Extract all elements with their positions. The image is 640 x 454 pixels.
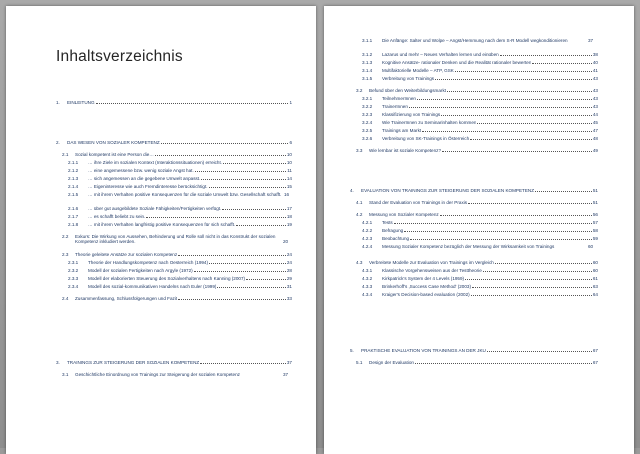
toc-entry-number: 5. — [350, 348, 354, 353]
toc-entry[interactable] — [356, 200, 598, 205]
toc-entry-page: 51 — [592, 188, 598, 193]
toc-entry-page: 43 — [592, 104, 598, 109]
toc-entry-page: 49 — [592, 148, 598, 153]
toc-entry-text: Modell der elaborierten Steuerung des Sozialverhaltens nach Kanning (2007) — [88, 276, 246, 281]
toc-leader — [146, 217, 286, 218]
toc-entry[interactable] — [62, 234, 292, 245]
toc-entry-number: 2.2 — [62, 234, 69, 239]
toc-leader — [422, 131, 592, 132]
toc-entry-number: 4.2.1 — [362, 220, 373, 225]
toc-entry-text: … Eigeninteresse wie auch Fremdinteresse berücksichtigt. — [88, 184, 208, 189]
toc-entry[interactable] — [56, 100, 292, 105]
toc-entry-number: 4.3.2 — [362, 276, 373, 281]
toc-entry[interactable] — [356, 260, 598, 265]
toc-leader — [447, 91, 592, 92]
toc-entry-page: 64 — [592, 292, 598, 297]
toc-entry[interactable] — [362, 104, 598, 109]
toc-leader — [155, 155, 286, 156]
toc-entry-text: … sich angemessen an die gegebene Umwelt anpasst. — [88, 176, 201, 181]
toc-entry-number: 2.1.2 — [68, 168, 79, 173]
toc-entry-number: 2.1.7 — [68, 214, 79, 219]
toc-entry-text: Geschichtliche Einordnung von Trainings zur Steigerung der sozialen Kompetenz — [75, 372, 240, 377]
toc-entry[interactable] — [362, 60, 598, 65]
toc-entry-text: Kognitive Ansätze- rationaler Denken und die Realität rationaler bewerten — [382, 60, 532, 65]
toc-entry-page: 60 — [592, 260, 598, 265]
toc-entry[interactable] — [362, 68, 598, 73]
toc-entry-number: 3.2.3 — [362, 112, 373, 117]
toc-entry[interactable] — [362, 244, 598, 249]
toc-entry-page: 15 — [286, 184, 292, 189]
toc-entry-page: 61 — [592, 276, 598, 281]
toc-entry-text: Die Anfänge: Salter und Wolpe – Angst/Hemmung nach dem S-R Modell wegkonditionieren — [382, 38, 568, 43]
toc-leader — [470, 139, 592, 140]
toc-entry-number: 3.3 — [356, 148, 363, 153]
toc-entry-text: Verbreitung von Trainings — [382, 76, 435, 81]
toc-entry-text: Kraiger's Decision-based evaluation (2002) — [382, 292, 470, 297]
toc-entry-page: 41 — [592, 68, 598, 73]
toc-entry-text: Exkurs: Die Wirkung von Aussehen, Behinderung und Rolle soll nicht in das Konstrukt der sozialen Kompetenz inkludiert werden. — [75, 234, 276, 245]
page-title: Inhaltsverzeichnis — [56, 48, 183, 65]
toc-entry[interactable] — [362, 96, 598, 101]
toc-entry-text: Messung von Sozialer Kompetenz — [369, 212, 439, 217]
toc-entry[interactable] — [350, 188, 598, 193]
toc-entry-page: 1 — [289, 100, 292, 105]
toc-entry-text: … mit ihrem Verhalten positive Konsequenzen für die soziale Umwelt bzw. Gesellschaft schafft. — [88, 192, 282, 197]
toc-entry-number: 1. — [56, 100, 60, 105]
toc-leader — [209, 187, 286, 188]
toc-leader — [178, 255, 286, 256]
toc-entry-number: 4. — [350, 188, 354, 193]
toc-entry-number: 4.3.3 — [362, 284, 373, 289]
toc-leader — [236, 225, 286, 226]
toc-entry[interactable] — [362, 284, 598, 289]
toc-entry-page: 24 — [286, 252, 292, 257]
toc-entry[interactable] — [68, 276, 292, 281]
toc-entry[interactable] — [56, 360, 292, 365]
toc-entry-text: Tests — [382, 220, 393, 225]
toc-leader — [500, 55, 592, 56]
page-left — [6, 6, 316, 454]
toc-entry[interactable] — [362, 128, 598, 133]
toc-entry[interactable] — [62, 296, 292, 301]
toc-entry-page: 17 — [286, 206, 292, 211]
toc-leader — [161, 143, 289, 144]
toc-entry-text: … es schafft beliebt zu sein. — [88, 214, 146, 219]
toc-entry[interactable] — [356, 360, 598, 365]
toc-entry-number: 4.1 — [356, 200, 363, 205]
toc-entry-text: Modell der sozialen Fertigkeiten nach Argyle (1972) — [88, 268, 193, 273]
toc-leader — [441, 115, 592, 116]
toc-entry-number: 2.3 — [62, 252, 69, 257]
toc-entry-number: 2.3.1 — [68, 260, 79, 265]
toc-entry-text: Stand der Evaluation von Trainings in der Praxis — [369, 200, 468, 205]
toc-entry-text: DAS WESEN VON SOZIALER KOMPETENZ — [67, 140, 160, 145]
toc-entry[interactable] — [362, 136, 598, 141]
toc-entry-page: 33 — [286, 296, 292, 301]
toc-leader — [209, 263, 286, 264]
toc-entry-page: 29 — [286, 276, 292, 281]
toc-leader — [442, 151, 592, 152]
toc-entry-number: 3.2.4 — [362, 120, 373, 125]
toc-entry-page: 20 — [283, 239, 289, 245]
toc-entry-number: 4.3.1 — [362, 268, 373, 273]
toc-leader — [217, 287, 285, 288]
toc-leader — [415, 363, 592, 364]
toc-entry-page: 51 — [592, 200, 598, 205]
toc-entry-page: 10 — [286, 160, 292, 165]
toc-entry-number: 2.1 — [62, 152, 69, 157]
toc-entry-page: 67 — [592, 360, 598, 365]
toc-entry[interactable] — [62, 372, 292, 377]
toc-leader — [201, 179, 286, 180]
toc-entry-number: 4.3 — [356, 260, 363, 265]
toc-entry[interactable] — [356, 148, 598, 153]
toc-entry-number: 3.1.1 — [362, 38, 373, 43]
toc-entry-page: 40 — [592, 60, 598, 65]
toc-entry[interactable] — [68, 184, 292, 189]
toc-entry-page: 56 — [592, 212, 598, 217]
toc-entry-number: 3.1.3 — [362, 60, 373, 65]
toc-leader — [409, 107, 592, 108]
toc-entry-text: EVALUATION VON TRAININGS ZUR STEIGERUNG DER SOZIALEN KOMPETENZ — [361, 188, 535, 193]
toc-entry[interactable] — [62, 252, 292, 257]
toc-leader — [435, 79, 592, 80]
toc-entry-number: 2.1.5 — [68, 192, 79, 197]
toc-entry[interactable] — [362, 292, 598, 297]
toc-leader — [222, 209, 286, 210]
toc-entry-text: EINLEITUNG — [67, 100, 95, 105]
toc-entry-page: 43 — [592, 76, 598, 81]
toc-entry[interactable] — [68, 160, 292, 165]
toc-entry[interactable] — [56, 140, 292, 145]
toc-entry[interactable] — [362, 52, 598, 57]
toc-leader — [417, 99, 592, 100]
toc-entry-text: Sozial kompetent ist eine Person die… — [75, 152, 154, 157]
toc-entry[interactable] — [362, 268, 598, 273]
toc-entry-text: Lazarus und mehr – Neues Verhalten lernen und einüben — [382, 52, 499, 57]
toc-entry[interactable] — [356, 88, 598, 93]
toc-entry-text: Wie lernbar ist soziale Kompetenz? — [369, 148, 442, 153]
toc-entry-number: 2.1.4 — [68, 184, 79, 189]
toc-leader — [532, 63, 591, 64]
toc-leader — [455, 71, 592, 72]
toc-leader — [487, 351, 592, 352]
toc-entry-text: PRAKTISCHE EVALUATION VON TRAININGS AN DER JKU — [361, 348, 486, 353]
toc-entry-page: 28 — [286, 268, 292, 273]
toc-entry-number: 5.1 — [356, 360, 363, 365]
toc-entry-text: Design der Evaluation — [369, 360, 414, 365]
toc-entry-text: Modell des sozial-kommunikativen Handelns nach Euler (1999) — [88, 284, 217, 289]
toc-leader — [404, 231, 592, 232]
toc-entry-text: Verbreitung von SK-Trainings in Österreich — [382, 136, 470, 141]
toc-entry-page: 18 — [286, 214, 292, 219]
toc-entry[interactable] — [68, 192, 292, 197]
toc-entry-number: 2.1.8 — [68, 222, 79, 227]
toc-entry-page: 19 — [286, 222, 292, 227]
toc-leader — [535, 191, 592, 192]
toc-entry[interactable] — [68, 176, 292, 181]
toc-leader — [483, 271, 592, 272]
toc-entry[interactable] — [356, 212, 598, 217]
toc-entry-page: 6 — [289, 140, 292, 145]
toc-leader — [96, 103, 289, 104]
toc-entry-number: 4.2.4 — [362, 244, 373, 249]
toc-entry-text: … ihre Ziele im sozialen Kontext (Interaktionssituationen) erreicht. — [88, 160, 223, 165]
toc-entry-number: 4.3.4 — [362, 292, 373, 297]
toc-leader — [194, 271, 286, 272]
toc-entry-number: 2.1.6 — [68, 206, 79, 211]
toc-entry-text: Zusammenfassung, Schlussfolgerungen und Fazit — [75, 296, 178, 301]
toc-entry[interactable] — [68, 284, 292, 289]
toc-entry-page: 58 — [592, 228, 598, 233]
toc-entry-page: 45 — [592, 120, 598, 125]
toc-entry-number: 3.1.5 — [362, 76, 373, 81]
toc-entry[interactable] — [68, 268, 292, 273]
toc-entry-number: 2.4 — [62, 296, 69, 301]
toc-entry-text: Wie TrainerInnen zu Seminarinhalten kommen — [382, 120, 477, 125]
toc-entry-number: 4.2.3 — [362, 236, 373, 241]
toc-entry-page: 47 — [592, 128, 598, 133]
toc-entry-page: 67 — [592, 348, 598, 353]
toc-entry-number: 3.1 — [62, 372, 69, 377]
toc-entry-text: TeilnehmerInnen — [382, 96, 416, 101]
toc-leader — [440, 215, 592, 216]
toc-entry-page: 43 — [592, 88, 598, 93]
toc-entry-page: 63 — [592, 284, 598, 289]
toc-entry-page: 38 — [592, 52, 598, 57]
toc-entry[interactable] — [350, 348, 598, 353]
toc-entry-text: TrainerInnen — [382, 104, 408, 109]
toc-entry[interactable] — [362, 276, 598, 281]
toc-entry-number: 3.2.5 — [362, 128, 373, 133]
toc-entry-number: 2.3.3 — [68, 276, 79, 281]
toc-entry-number: 2.3.2 — [68, 268, 79, 273]
toc-entry[interactable] — [68, 206, 292, 211]
toc-entry[interactable] — [362, 220, 598, 225]
toc-entry-page: 43 — [592, 96, 598, 101]
toc-entry-number: 2.1.1 — [68, 160, 79, 165]
toc-leader — [471, 295, 592, 296]
page-right — [324, 6, 634, 454]
toc-entry-text: … über gut ausgebildete Soziale Fähigkeiten/Fertigkeiten verfügt. — [88, 206, 222, 211]
toc-entry-number: 3. — [56, 360, 60, 365]
toc-entry-text: Klassische Vorgehensweisen aus der Testtheorie — [382, 268, 482, 273]
toc-entry-text: Trainings am Markt — [382, 128, 422, 133]
toc-entry-text: Theorie geleitete Ansätze zur sozialen Kompetenz — [75, 252, 178, 257]
toc-leader — [477, 123, 591, 124]
toc-entry-number: 4.2 — [356, 212, 363, 217]
toc-entry-page: 37 — [588, 38, 594, 43]
toc-entry-number: 2. — [56, 140, 60, 145]
toc-entry-page: 10 — [286, 152, 292, 157]
toc-entry[interactable] — [68, 260, 292, 265]
toc-entry-page: 48 — [592, 136, 598, 141]
toc-entry-number: 3.1.2 — [362, 52, 373, 57]
toc-leader — [394, 223, 592, 224]
toc-entry-text: Verbreitete Modelle zur Evaluation von Trainings im Vergleich — [369, 260, 494, 265]
toc-entry[interactable] — [362, 112, 598, 117]
toc-entry-number: 2.3.4 — [68, 284, 79, 289]
toc-entry-number: 3.2.1 — [362, 96, 373, 101]
toc-leader — [195, 171, 286, 172]
toc-entry-text: Beobachtung — [382, 236, 410, 241]
toc-entry-page: 37 — [286, 360, 292, 365]
toc-entry-page: 16 — [284, 192, 290, 197]
toc-entry-page: 60 — [588, 244, 594, 249]
toc-entry-text: Brinkerhoff's ‚Success Case Method' (2003) — [382, 284, 471, 289]
toc-entry-text: … mit ihrem Verhalten langfristig positive Konsequenzen für sich schafft. — [88, 222, 236, 227]
toc-entry-page: 60 — [592, 268, 598, 273]
toc-entry[interactable] — [362, 236, 598, 241]
toc-entry-page: 59 — [592, 236, 598, 241]
toc-entry[interactable] — [68, 214, 292, 219]
toc-entry-number: 2.1.3 — [68, 176, 79, 181]
toc-entry-page: 24 — [286, 260, 292, 265]
toc-entry-number: 4.2.2 — [362, 228, 373, 233]
toc-leader — [472, 287, 592, 288]
toc-entry-number: 3.2 — [356, 88, 363, 93]
toc-entry[interactable] — [362, 228, 598, 233]
toc-entry-page: 57 — [592, 220, 598, 225]
toc-entry-number: 3.1.4 — [362, 68, 373, 73]
toc-leader — [223, 163, 286, 164]
toc-entry-page: 14 — [286, 176, 292, 181]
toc-entry-text: Messung Sozialer Kompetenz bezüglich der Messung der Wirksamkeit von Trainings — [382, 244, 555, 249]
toc-entry-text: … eine angemessene bzw. wenig soziale Angst hat. — [88, 168, 194, 173]
toc-leader — [495, 263, 592, 264]
toc-leader — [468, 203, 592, 204]
toc-entry-number: 3.2.6 — [362, 136, 373, 141]
toc-entry-page: 37 — [283, 372, 289, 377]
toc-entry-text: Befragung — [382, 228, 404, 233]
toc-entry-text: Befund über den Weiterbildungsmarkt — [369, 88, 447, 93]
toc-entry-text: TRAININGS ZUR STEIGERUNG DER SOZIALEN KOMPETENZ — [67, 360, 200, 365]
toc-leader — [410, 239, 592, 240]
toc-entry[interactable] — [362, 76, 598, 81]
toc-entry-text: Theorie der Handlungskompetenz nach Oesterreich (1994) — [88, 260, 209, 265]
toc-entry[interactable] — [62, 152, 292, 157]
toc-entry-text: Kirkpatrick's System der 4 Levels (1959) — [382, 276, 465, 281]
toc-entry-text: Klassifizierung von Trainings — [382, 112, 441, 117]
toc-entry[interactable] — [68, 222, 292, 227]
toc-entry[interactable] — [68, 168, 292, 173]
toc-leader — [465, 279, 592, 280]
toc-entry[interactable] — [362, 38, 598, 43]
toc-leader — [246, 279, 286, 280]
toc-leader — [200, 363, 286, 364]
toc-entry-page: 11 — [287, 168, 292, 173]
toc-entry-text: Multifaktorielle Modelle – ATP, GSK — [382, 68, 454, 73]
toc-entry[interactable] — [362, 120, 598, 125]
toc-entry-number: 3.2.2 — [362, 104, 373, 109]
toc-leader — [178, 299, 286, 300]
toc-entry-page: 31 — [286, 284, 292, 289]
toc-entry-page: 44 — [592, 112, 598, 117]
